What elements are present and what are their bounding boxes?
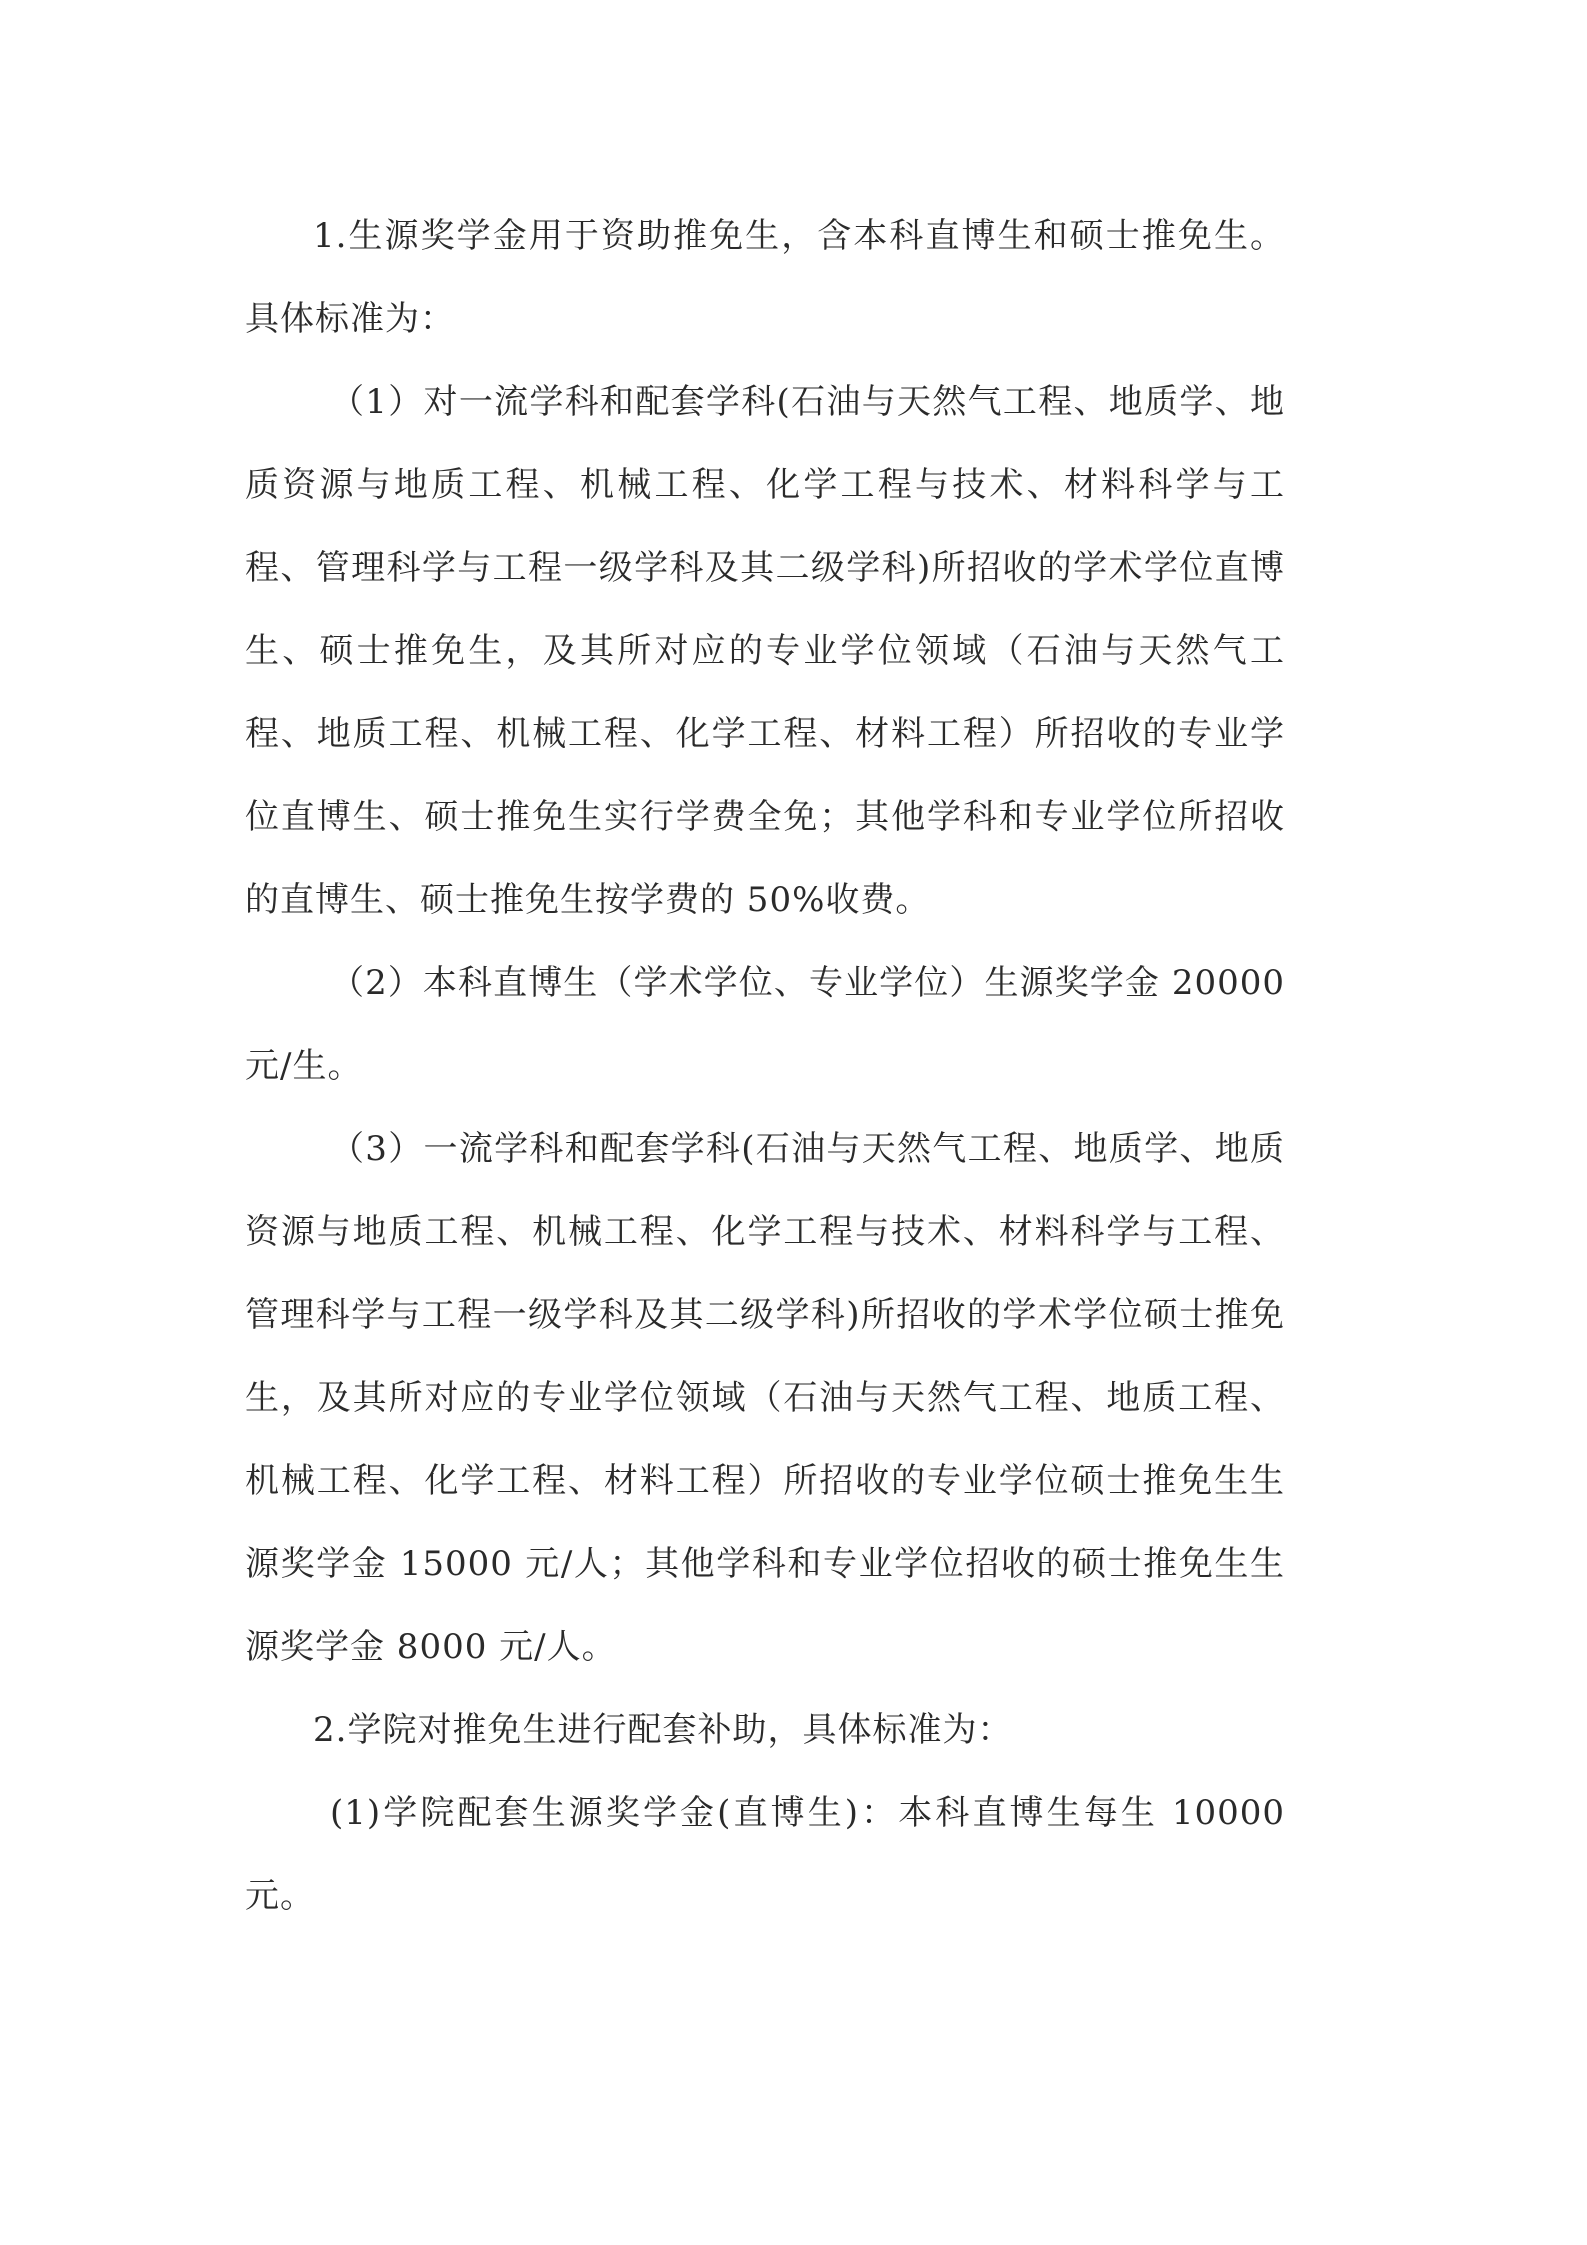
paragraph-college-subsidy: 2.学院对推免生进行配套补助，具体标准为： [313, 1710, 1013, 1750]
paragraph-item-3-master: （3）一流学科和配套学科(石油与天然气工程、地质学、地质资源与地质工程、机械工程、化学工程与技术、材料科学与工程、管理科学与工程一级学科及其二级学科)所招收的学术学位硕士推免生，及其所对应的专业学位领域（石油与天然气工程、地质工程、机械工程、化学工程、材料工程）所招收的专业学位硕士推免生生源奖学金 15000 元/人；其他学科和专业学位招收的硕士推免生生源奖学金 8000 元/人。 [245, 1129, 1285, 1667]
paragraph-subsidy-item-1: (1)学院配套生源奖学金(直博生)：本科直博生每生 10000 元。 [245, 1793, 1285, 1916]
paragraph-scholarship-purpose: 1.生源奖学金用于资助推免生，含本科直博生和硕士推免生。具体标准为： [245, 216, 1285, 339]
paragraph-item-2-direct-phd: （2）本科直博生（学术学位、专业学位）生源奖学金 20000 元/生。 [245, 963, 1285, 1086]
document-body [245, 195, 1285, 1938]
paragraph-item-1-tuition: （1）对一流学科和配套学科(石油与天然气工程、地质学、地质资源与地质工程、机械工程、化学工程与技术、材料科学与工程、管理科学与工程一级学科及其二级学科)所招收的学术学位直博生、硕士推免生，及其所对应的专业学位领域（石油与天然气工程、地质工程、机械工程、化学工程、材料工程）所招收的专业学位直博生、硕士推免生实行学费全免；其他学科和专业学位所招收的直博生、硕士推免生按学费的 50%收费。 [245, 382, 1285, 920]
